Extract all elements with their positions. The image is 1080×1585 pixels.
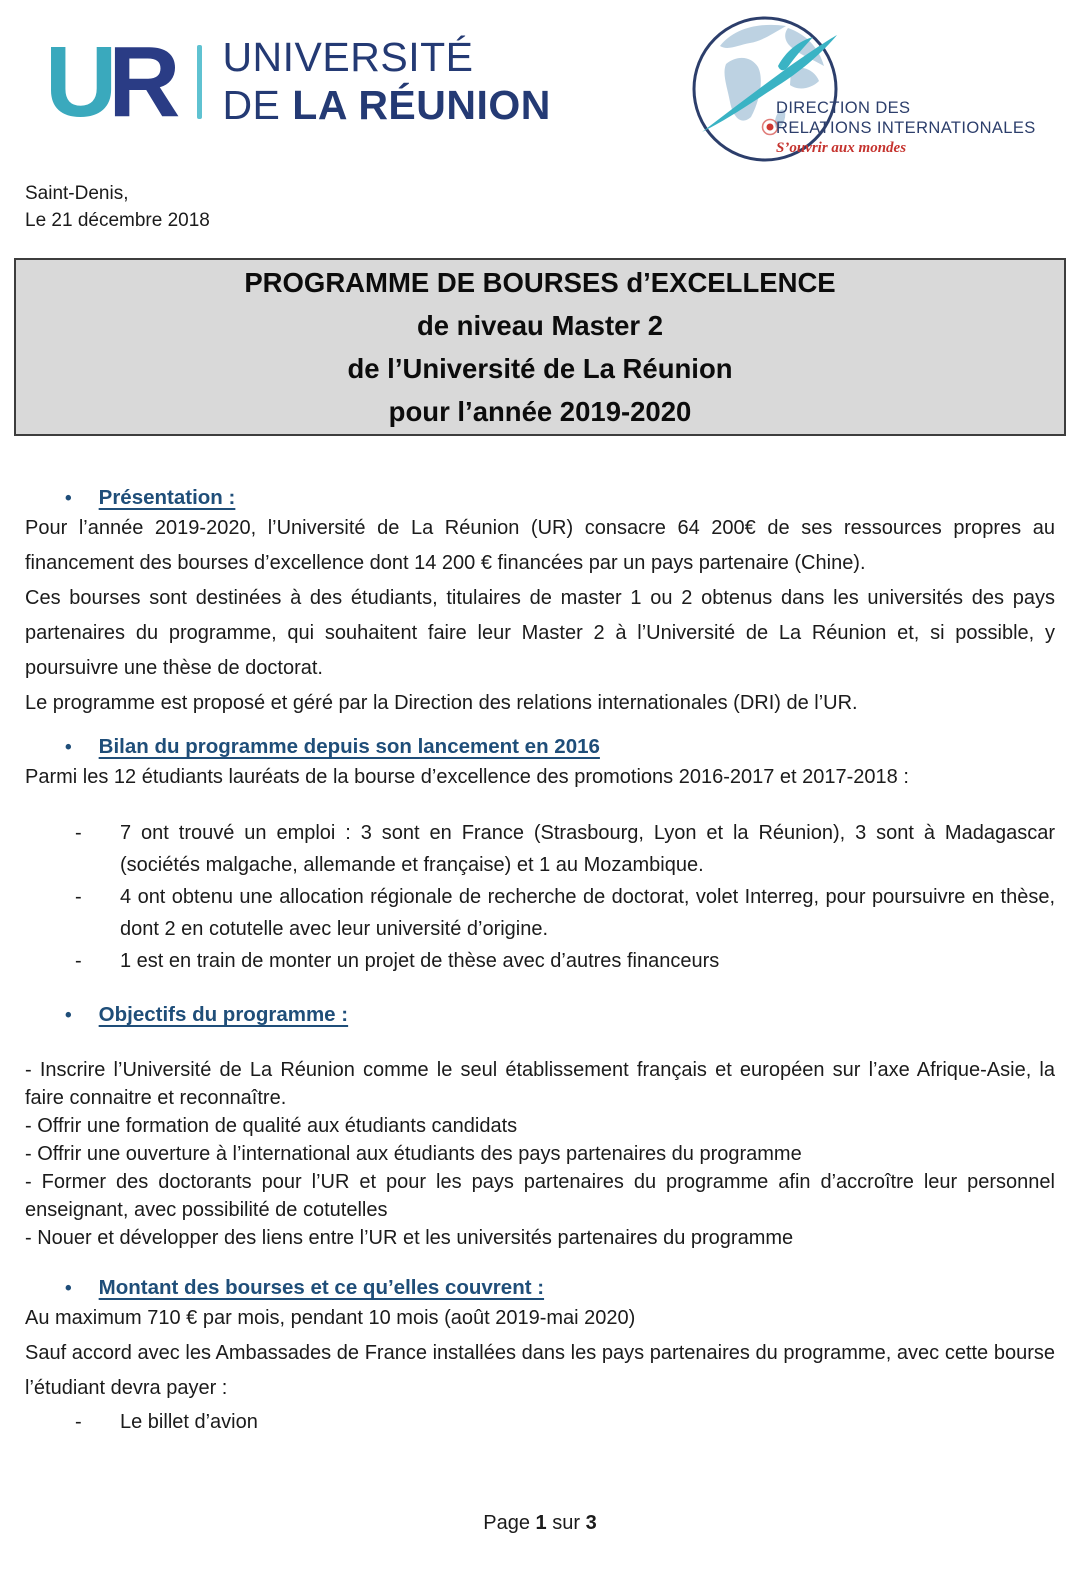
dri-tagline: S’ouvrir aux mondes [776,140,907,156]
montant-paragraph-2: Sauf accord avec les Ambassades de France installées dans les pays partenaires du programme, avec cette bourse l’étudiant devra payer : [25,1342,1055,1399]
dri-title [776,98,1036,157]
page-number [0,1512,1080,1535]
objectif-item-4: - Former des doctorants pour l’UR et pour les pays partenaires du programme afin d’accroître leur personnel enseignant, avec possibilité de cotutelles [25,1171,1055,1221]
montant-list [25,1408,1055,1436]
university-name [222,34,550,129]
section-heading-montant [65,1276,1055,1301]
monogram-u: U [45,25,109,138]
bilan-item-2: 4 ont obtenu une allocation régionale de recherche de doctorat, volet Interreg, pour poursuivre en thèse, dont 2 en cotutelle avec leur université d’origine. [120,886,1055,940]
title-line-2: de niveau Master 2 [416,310,664,341]
section-heading-objectifs-label: Objectifs du programme : [98,1003,349,1026]
objectifs-list [25,1056,1055,1252]
bullet-icon: • [65,1278,72,1299]
dash-icon: - [75,822,82,844]
university-name-line2 [222,82,550,130]
objectif-item-1: - Inscrire l’Université de La Réunion comme le seul établissement français et européen sur l’axe Afrique-Asie, la faire connaitre et reconnaître. [25,1059,1055,1109]
monogram-r: R [108,25,172,138]
presentation-paragraph-3: Le programme est proposé et géré par la Direction des relations internationales (DRI) de l’UR. [25,692,858,714]
dash-icon: - [75,950,82,972]
montant-item-1: Le billet d’avion [120,1411,258,1433]
title-line-1: PROGRAMME DE BOURSES d’EXCELLENCE [244,267,836,298]
bilan-list [25,817,1055,977]
dateline-date: Le 21 décembre 2018 [25,210,210,231]
university-logo [45,25,551,138]
objectif-item-2: - Offrir une formation de qualité aux étudiants candidats [25,1115,518,1137]
title-line-3: de l’Université de La Réunion [347,353,733,384]
dri-logo [690,14,1040,174]
header [45,14,1040,174]
section-heading-presentation-label: Présentation : [98,486,236,509]
montant-paragraph-1: Au maximum 710 € par mois, pendant 10 mois (août 2019-mai 2020) [25,1307,636,1329]
section-heading-montant-label: Montant des bourses et ce qu’elles couvrent : [98,1276,545,1299]
bullet-icon: • [65,737,72,758]
list-item [25,881,1055,945]
dash-icon: - [75,1411,82,1433]
bilan-item-3: 1 est en train de monter un projet de thèse avec d’autres financeurs [120,950,720,972]
title-line-4: pour l’année 2019-2020 [388,396,692,427]
document-body [25,452,1055,1436]
page-current: 1 [535,1512,547,1534]
dash-icon: - [75,886,82,908]
title-box [14,258,1066,436]
dri-title-line1: DIRECTION DES [776,99,911,117]
bullet-icon: • [65,488,72,509]
dateline-place: Saint-Denis, [25,183,129,204]
section-heading-bilan-label: Bilan du programme depuis son lancement en 2016 [98,735,600,758]
objectif-item-3: - Offrir une ouverture à l’international aux étudiants des pays partenaires du programme [25,1143,802,1165]
presentation-paragraph-1: Pour l’année 2019-2020, l’Université de La Réunion (UR) consacre 64 200€ de ses ressources propres au financement des bourses d’excellence dont 14 200 € financées par un pays partenaire (Chine). [25,517,1055,574]
objectif-item-5: - Nouer et développer des liens entre l’UR et les universités partenaires du programme [25,1227,794,1249]
page-total: 3 [585,1512,597,1534]
ur-monogram [45,25,172,138]
list-item [25,1408,1055,1436]
list-item [25,817,1055,881]
dateline [25,180,210,234]
bullet-icon: • [65,1005,72,1026]
logo-divider [197,45,202,119]
dri-title-line2: RELATIONS INTERNATIONALES [776,119,1036,137]
section-heading-objectifs [65,1003,1055,1028]
page-label: Page [483,1512,530,1534]
list-item [25,945,1055,977]
bilan-item-1: 7 ont trouvé un emploi : 3 sont en France (Strasbourg, Lyon et la Réunion), 3 sont à Madagascar (sociétés malgache, allemande et française) et 1 au Mozambique. [120,822,1055,876]
location-dot-icon [767,124,774,131]
bilan-intro: Parmi les 12 étudiants lauréats de la bourse d’excellence des promotions 2016-2017 et 2017-2018 : [25,766,909,788]
university-name-de: DE [222,81,293,128]
university-name-line1: UNIVERSITÉ [222,34,474,80]
university-name-reunion: LA RÉUNION [292,81,551,128]
page-separator: sur [552,1512,581,1534]
section-heading-presentation [65,486,1055,511]
presentation-paragraph-2: Ces bourses sont destinées à des étudiants, titulaires de master 1 ou 2 obtenus dans les universités des pays partenaires du programme, qui souhaitent faire leur Master 2 à l’Université de La Réunion et, si possible, y poursuivre une thèse de doctorat. [25,587,1055,679]
section-heading-bilan [65,735,1055,760]
